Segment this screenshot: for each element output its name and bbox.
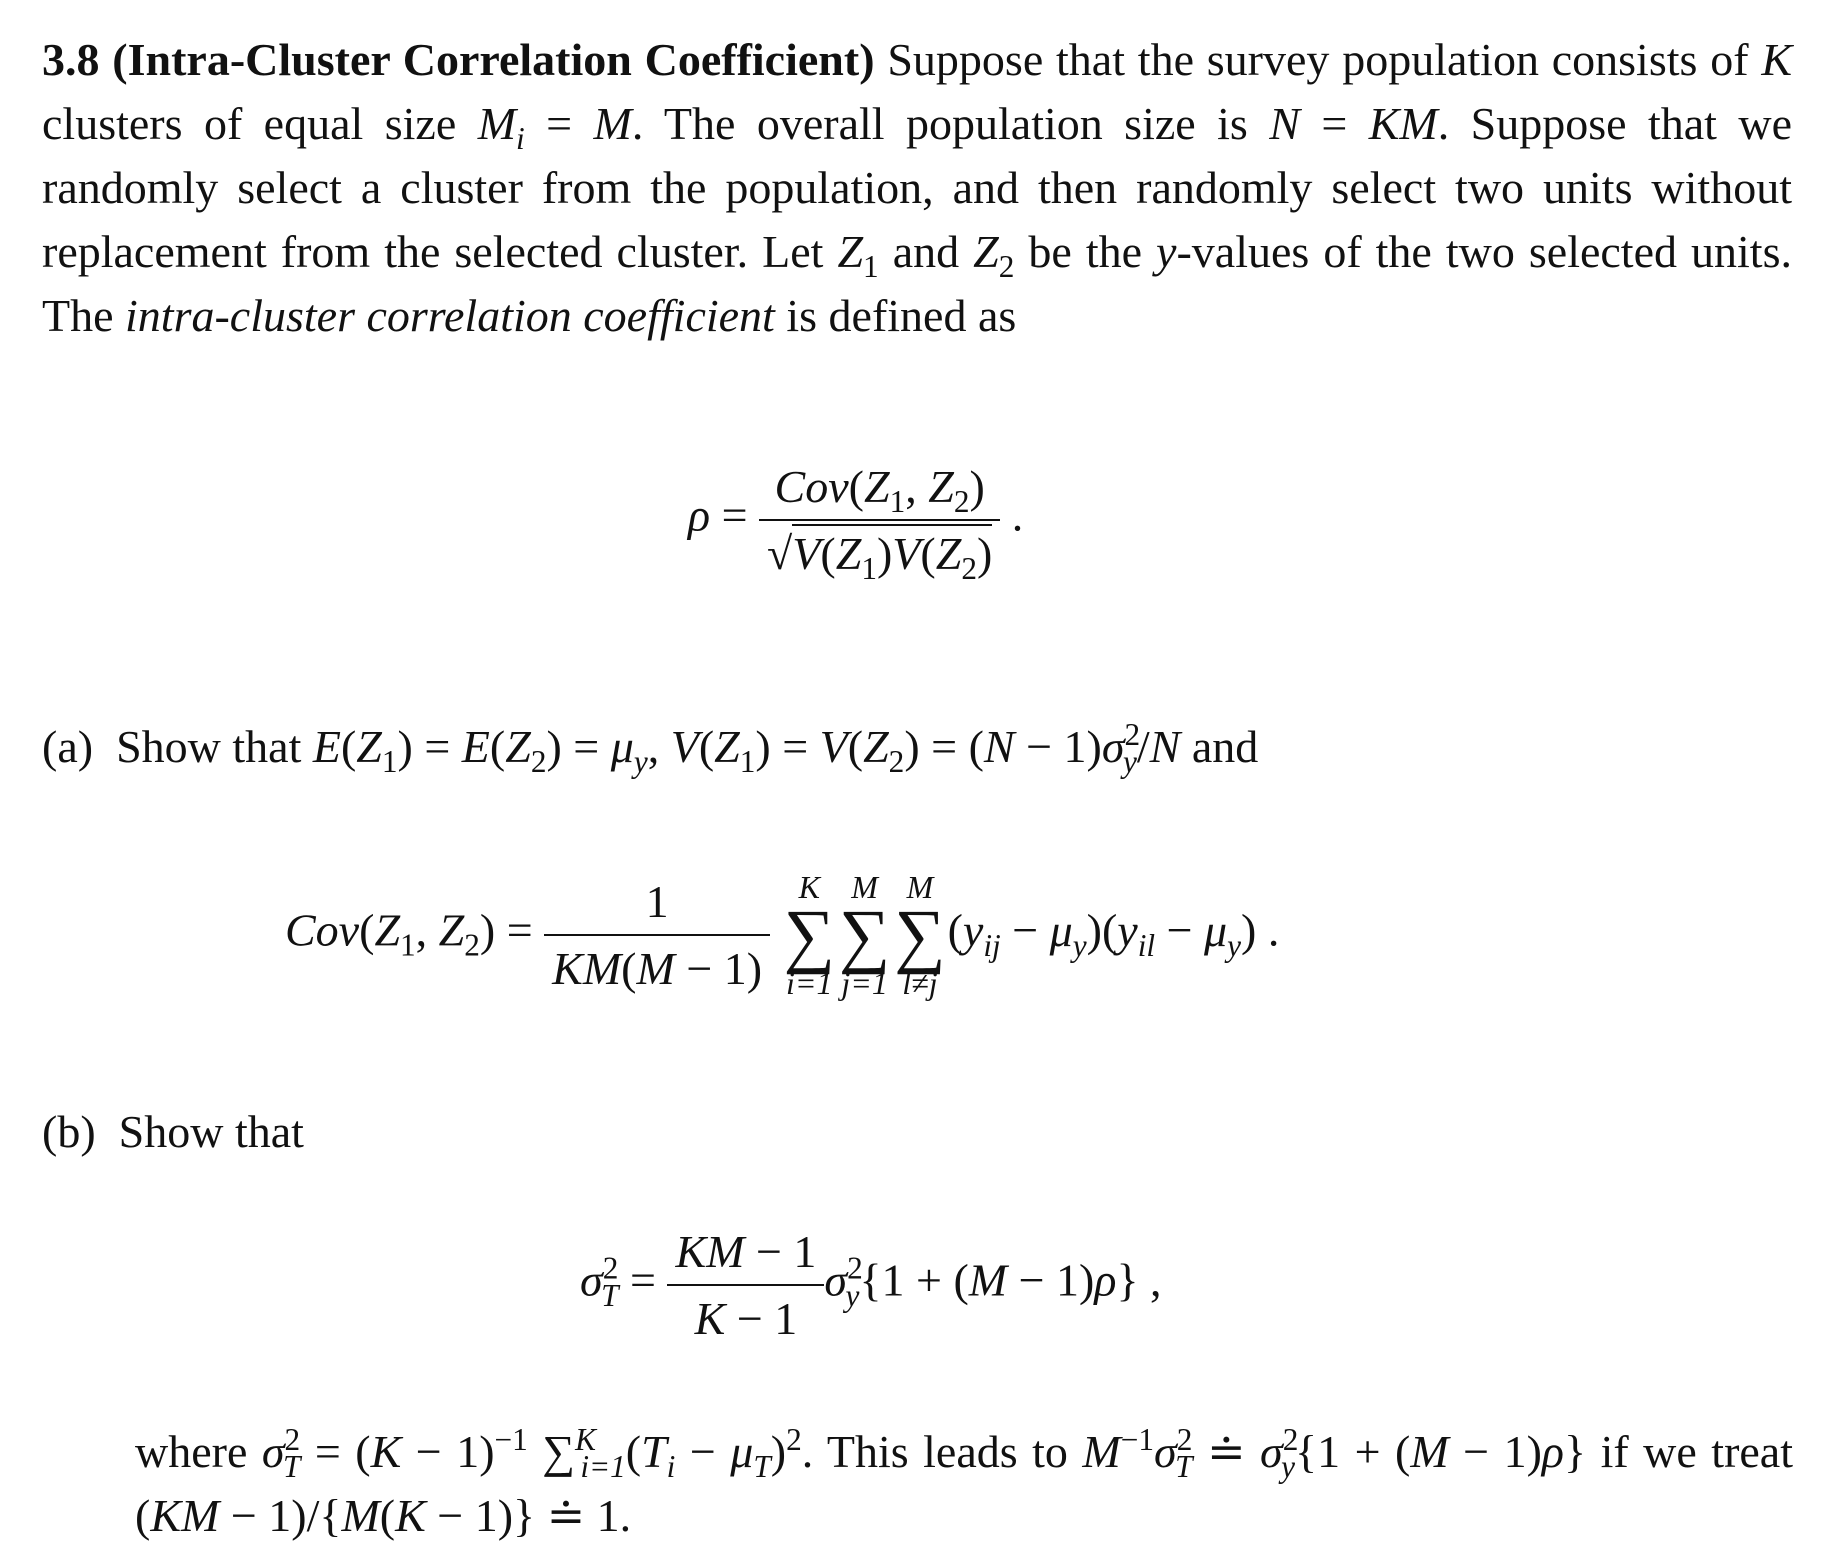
- rho-equation: ρ = $\frac{Cov(Z_1, Z_2)}{√V(Z_1)V(Z_2)}$ .: [688, 461, 1024, 586]
- part-a: (a) Show that $E(Z_1) = E(Z_2) = \mu_y$, $V(Z_1) = V(Z_2) = (N - 1)\sigma^2_y/N$ and: [42, 716, 1259, 779]
- problem-statement: 3.8 (Intra-Cluster Correlation Coefficient) Suppose that the survey population consists of K clusters of equal size $M_i = M$. The overall population size is N = KM. Suppose that we randomly select a cluster from the population, and then randomly select two units without replacement from the selected cluster. Let $Z_1$ and $Z_2$ be the y-values of the two selected units. The intra-cluster correlation coefficient is defined as: [42, 34, 1793, 341]
- part-b: [42, 1105, 304, 1158]
- intro-text-3: . The overall population size is: [631, 98, 1248, 149]
- leads-text: . This leads to: [801, 1426, 1068, 1477]
- intro-text-4: . Suppose that we randomly select a cluster from the population, and then randomly select two units without replacement from the selected cluster. Let: [42, 98, 1793, 277]
- intro-text-1: Suppose that the survey population consists of: [887, 34, 1749, 85]
- part-a-and: and: [1191, 721, 1259, 772]
- part-a-text: Show that: [116, 721, 302, 772]
- where-paragraph: where $\sigma^2_T = (K - 1)^{-1}$ $\sum^K_{i=1}(T_i - \mu_T)^2$. This leads to $M^{-1}\sigma^2_T$ ≐ $\sigma^2_y\{1 + (M - 1)\rho\}$ if we treat (KM − 1)/{M(K − 1)} ≐ 1.: [135, 1421, 1794, 1541]
- defined-term: intra-cluster correlation coefficient: [125, 290, 775, 341]
- intro-text-2: clusters of equal size: [42, 98, 457, 149]
- cov-equation: $Cov(Z_1$, $Z_2$) = $\frac{1}{KM(M - 1)}$ K ∑ i=1 M ∑ j=1 M ∑ l≠j $(y_{ij} - \mu_y)(y_{il} - \mu_y)$ .: [285, 869, 1280, 1001]
- intro-text-7: -values of the two selected units. The: [42, 226, 1792, 341]
- part-a-label: (a): [42, 721, 94, 772]
- problem-title: 3.8 (Intra-Cluster Correlation Coefficient): [42, 34, 875, 85]
- intro-text-6: be the: [1028, 226, 1143, 277]
- sigma-t-equation: $\sigma^2_T$ = $\frac{KM - 1}{K - 1}$ $\sigma^2_y\{1 + (M - 1)\rho\}$ ,: [580, 1226, 1162, 1344]
- intro-text-5: and: [892, 226, 960, 277]
- part-b-label: (b): [42, 1106, 96, 1157]
- intro-text-8: is defined as: [786, 290, 1017, 341]
- part-b-text: Show that: [118, 1106, 304, 1157]
- where-text: where: [135, 1426, 248, 1477]
- treat-text: if we treat: [1600, 1426, 1794, 1477]
